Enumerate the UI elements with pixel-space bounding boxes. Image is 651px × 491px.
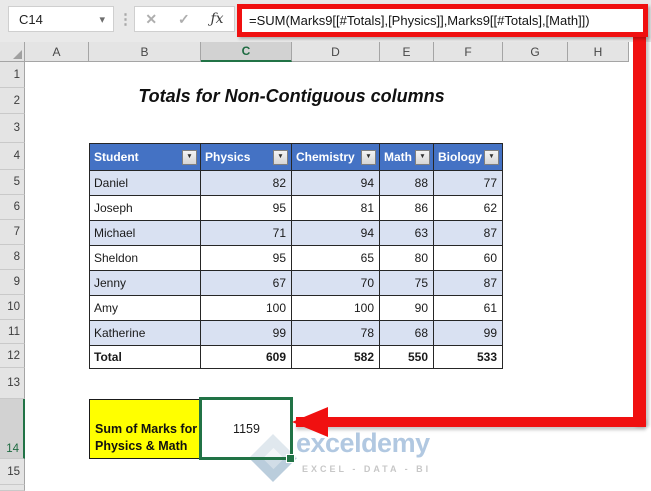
cell-student[interactable]: Sheldon	[90, 246, 201, 271]
watermark	[250, 428, 480, 490]
sheet-title[interactable]: Totals for Non-Contiguous columns	[138, 86, 445, 106]
cell-math[interactable]: 63	[380, 221, 434, 246]
cell-chemistry[interactable]: 81	[292, 196, 380, 221]
filter-arrow-icon: ▼	[419, 152, 426, 160]
marks-table	[89, 143, 503, 369]
table-row	[90, 296, 503, 321]
row-header-3[interactable]: 3	[0, 114, 25, 143]
cell-biology[interactable]: 77	[434, 171, 503, 196]
column-header-d[interactable]: D	[292, 42, 380, 62]
row-header-4[interactable]: 4	[0, 143, 25, 170]
cell-chemistry[interactable]: 70	[292, 271, 380, 296]
cell-biology[interactable]: 61	[434, 296, 503, 321]
filter-button[interactable]	[415, 150, 430, 165]
row-header-10[interactable]: 10	[0, 295, 25, 320]
filter-button[interactable]	[361, 150, 376, 165]
cancel-icon[interactable]: ✕	[145, 10, 158, 27]
cell-student[interactable]: Michael	[90, 221, 201, 246]
cell-chemistry[interactable]: 94	[292, 171, 380, 196]
row-header-8[interactable]: 8	[0, 245, 25, 270]
cell-physics[interactable]: 82	[201, 171, 292, 196]
cell-physics[interactable]: 99	[201, 321, 292, 346]
table-total-row	[90, 346, 503, 369]
header-label: Math	[384, 150, 412, 164]
row-header-9[interactable]: 9	[0, 270, 25, 295]
column-header-a[interactable]: A	[25, 42, 89, 62]
row-header-5[interactable]: 5	[0, 170, 25, 195]
row-header-7[interactable]: 7	[0, 220, 25, 245]
cell-total-chemistry[interactable]: 582	[292, 346, 380, 369]
cell-student[interactable]: Jenny	[90, 271, 201, 296]
table-header-physics[interactable]	[201, 144, 292, 171]
row-header-12[interactable]: 12	[0, 344, 25, 368]
cell-student[interactable]: Katherine	[90, 321, 201, 346]
annotation-arrow-horizontal	[296, 417, 646, 427]
cell-student[interactable]: Daniel	[90, 171, 201, 196]
cell-math[interactable]: 75	[380, 271, 434, 296]
insert-function-icon[interactable]: ƒx	[210, 11, 224, 27]
row-header-1[interactable]: 1	[0, 62, 25, 88]
cell-math[interactable]: 88	[380, 171, 434, 196]
header-label: Student	[94, 150, 139, 164]
name-box-value: C14	[19, 11, 43, 27]
result-value: 1159	[233, 422, 260, 436]
header-label: Biology	[438, 150, 482, 164]
cell-student[interactable]: Amy	[90, 296, 201, 321]
result-label-line2: Physics & Math	[95, 439, 188, 453]
result-label-line1: Sum of Marks for	[95, 422, 198, 436]
row-header-13[interactable]: 13	[0, 368, 25, 399]
column-header-c[interactable]: C	[201, 42, 292, 62]
formula-buttons	[134, 6, 235, 32]
cell-biology[interactable]: 62	[434, 196, 503, 221]
cell-chemistry[interactable]: 65	[292, 246, 380, 271]
table-row	[90, 271, 503, 296]
cell-total-math[interactable]: 550	[380, 346, 434, 369]
table-row	[90, 221, 503, 246]
annotation-arrowhead-icon	[292, 407, 328, 437]
cell-total-physics[interactable]: 609	[201, 346, 292, 369]
header-label: Chemistry	[296, 150, 355, 164]
filter-arrow-icon: ▼	[365, 152, 372, 160]
cell-math[interactable]: 80	[380, 246, 434, 271]
table-row	[90, 196, 503, 221]
enter-icon[interactable]: ✓	[177, 10, 190, 27]
table-header-row	[90, 144, 503, 171]
cell-physics[interactable]: 95	[201, 246, 292, 271]
formula-text: =SUM(Marks9[[#Totals],[Physics]],Marks9[[#Totals],[Math]])	[249, 13, 590, 28]
table-row	[90, 246, 503, 271]
row-header-15[interactable]: 15	[0, 459, 25, 485]
cell-physics[interactable]: 100	[201, 296, 292, 321]
cell-biology[interactable]: 87	[434, 221, 503, 246]
cell-biology[interactable]: 60	[434, 246, 503, 271]
cell-student[interactable]: Joseph	[90, 196, 201, 221]
cell-total-biology[interactable]: 533	[434, 346, 503, 369]
table-row	[90, 321, 503, 346]
watermark-brand: exceldemy	[296, 428, 430, 458]
cell-physics[interactable]: 95	[201, 196, 292, 221]
cell-chemistry[interactable]: 100	[292, 296, 380, 321]
cell-chemistry[interactable]: 78	[292, 321, 380, 346]
cell-biology[interactable]: 99	[434, 321, 503, 346]
filter-arrow-icon: ▼	[186, 152, 193, 160]
row-header-6[interactable]: 6	[0, 195, 25, 220]
table-header-biology[interactable]	[434, 144, 503, 171]
cell-chemistry[interactable]: 94	[292, 221, 380, 246]
formula-toolbar	[0, 0, 651, 42]
select-all-corner[interactable]	[0, 42, 25, 62]
table-header-math[interactable]	[380, 144, 434, 171]
result-label-cell[interactable]	[89, 399, 201, 459]
filter-button[interactable]	[484, 150, 499, 165]
column-header-e[interactable]: E	[380, 42, 434, 62]
column-header-h[interactable]: H	[568, 42, 629, 62]
column-header-f[interactable]: F	[434, 42, 503, 62]
toolbar-divider-icon: ⋮	[118, 11, 133, 28]
fill-handle[interactable]	[286, 454, 295, 463]
filter-button[interactable]	[182, 150, 197, 165]
cell-biology[interactable]: 87	[434, 271, 503, 296]
table-header-student[interactable]	[90, 144, 201, 171]
filter-arrow-icon: ▼	[488, 152, 495, 160]
table-header-chemistry[interactable]	[292, 144, 380, 171]
cell-physics[interactable]: 71	[201, 221, 292, 246]
table-row	[90, 171, 503, 196]
cell-physics[interactable]: 67	[201, 271, 292, 296]
name-box[interactable]	[8, 6, 114, 32]
cell-math[interactable]: 86	[380, 196, 434, 221]
chevron-down-icon[interactable]: ▾	[99, 13, 105, 26]
row-header-2[interactable]: 2	[0, 88, 25, 114]
header-label: Physics	[205, 150, 251, 164]
cell-math[interactable]: 68	[380, 321, 434, 346]
filter-button[interactable]	[273, 150, 288, 165]
watermark-tagline: EXCEL - DATA - BI	[302, 464, 432, 474]
annotation-arrow-vertical	[633, 37, 646, 427]
formula-bar[interactable]	[237, 4, 648, 37]
row-header-11[interactable]: 11	[0, 320, 25, 344]
cell-math[interactable]: 90	[380, 296, 434, 321]
column-header-g[interactable]: G	[503, 42, 568, 62]
row-header-14[interactable]: 14	[0, 399, 25, 459]
column-header-b[interactable]: B	[89, 42, 201, 62]
cell-total-label[interactable]: Total	[90, 346, 201, 369]
filter-arrow-icon: ▼	[277, 152, 284, 160]
row-header-partial	[0, 485, 25, 491]
